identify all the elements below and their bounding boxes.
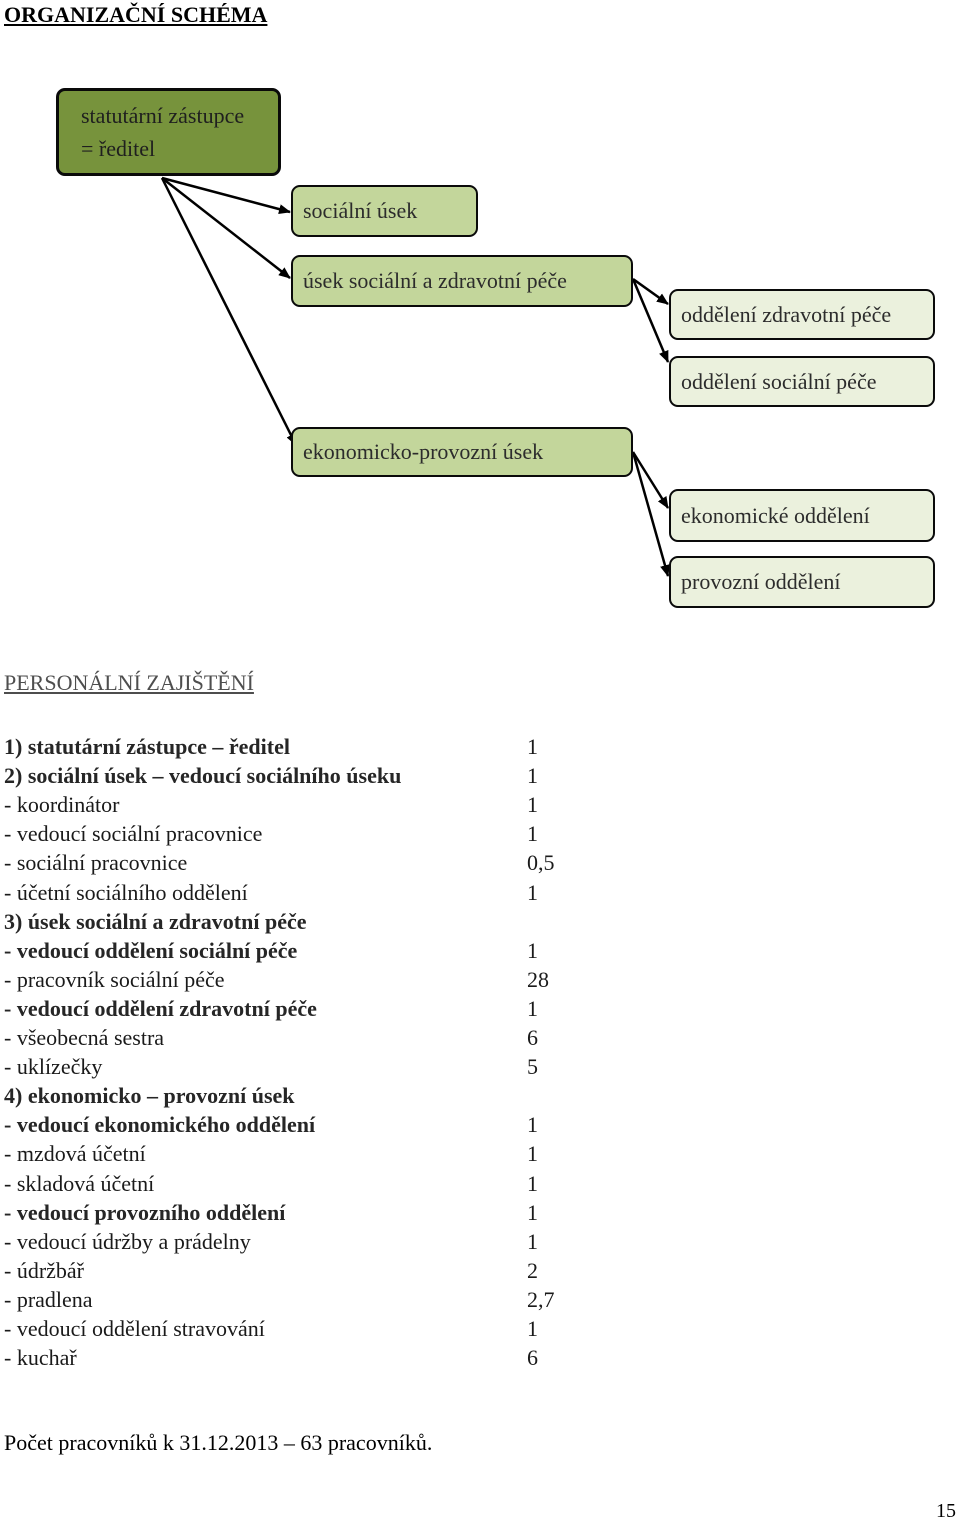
staff-count: 6 — [527, 1025, 538, 1050]
staff-count: 28 — [527, 966, 549, 992]
staff-role: - vedoucí oddělení sociální péče — [4, 937, 298, 963]
econ-dept-label: ekonomické oddělení — [681, 502, 870, 528]
staff-row — [4, 994, 604, 1023]
staff-role: - vedoucí oddělení stravování — [4, 1316, 265, 1341]
staff-row — [4, 1227, 604, 1256]
staff-row — [4, 732, 604, 761]
staff-count: 6 — [527, 1345, 538, 1371]
staff-role: - vedoucí provozního oddělení — [4, 1199, 286, 1225]
staff-role: 2) sociální úsek – vedoucí sociálního úseku — [4, 763, 402, 789]
social-dept-box — [669, 356, 935, 407]
arrow-root-to-econ — [162, 178, 296, 445]
staff-role: - skladová účetní — [4, 1170, 155, 1196]
staff-count: 1 — [527, 821, 538, 847]
staff-count: 5 — [527, 1054, 538, 1080]
ops-dept-label: provozní oddělení — [681, 569, 841, 594]
staff-role: - pradlena — [4, 1286, 93, 1312]
staff-count: 1 — [527, 734, 538, 759]
econ-dept-box — [669, 489, 935, 542]
staff-count: 1 — [527, 1170, 538, 1196]
staff-role: - koordinátor — [4, 792, 120, 818]
staff-row — [4, 1198, 604, 1227]
staff-role: - pracovník sociální péče — [4, 966, 225, 992]
staff-count: 0,5 — [527, 850, 555, 876]
staff-role: 3) úsek sociální a zdravotní péče — [4, 908, 307, 934]
arrow-root-to-social — [162, 178, 290, 212]
care-section-label: úsek sociální a zdravotní péče — [303, 268, 567, 293]
staff-row — [4, 1314, 604, 1343]
staff-role: - sociální pracovnice — [4, 850, 188, 876]
staff-row — [4, 848, 604, 877]
staff-row — [4, 878, 604, 907]
staff-role: 1) statutární zástupce – ředitel — [4, 734, 290, 759]
econ-section-box — [291, 427, 633, 477]
staff-row — [4, 761, 604, 790]
arrow-econ-to-opsdept — [633, 452, 668, 576]
social-section-box — [291, 185, 478, 237]
arrow-econ-to-econdept — [633, 452, 668, 508]
staff-role: - vedoucí oddělení zdravotní péče — [4, 995, 317, 1021]
staff-role: - účetní sociálního oddělení — [4, 879, 248, 905]
staff-row — [4, 1256, 604, 1285]
staff-row — [4, 1081, 604, 1110]
staff-count: 1 — [527, 937, 538, 963]
staff-role: - vedoucí ekonomického oddělení — [4, 1112, 316, 1138]
staff-role: - vedoucí sociální pracovnice — [4, 821, 263, 847]
staff-row — [4, 965, 604, 994]
staff-count: 1 — [527, 1316, 538, 1341]
staff-row — [4, 907, 604, 936]
staff-row — [4, 1110, 604, 1139]
staff-row — [4, 1023, 604, 1052]
staff-row — [4, 1139, 604, 1168]
employee-count-note: Počet pracovníků k 31.12.2013 – 63 pracovníků. — [4, 1430, 433, 1455]
staff-row — [4, 790, 604, 819]
care-section-box — [291, 255, 633, 307]
staff-count: 1 — [527, 1141, 538, 1167]
staff-count: 2 — [527, 1257, 538, 1283]
director-line-2: = ředitel — [81, 136, 156, 161]
staff-row — [4, 1343, 604, 1372]
health-dept-label: oddělení zdravotní péče — [681, 301, 892, 327]
staff-row — [4, 1285, 604, 1314]
staff-count: 1 — [527, 995, 538, 1021]
staff-role: - vedoucí údržby a prádelny — [4, 1228, 251, 1254]
staff-count: 1 — [527, 879, 538, 905]
social-section-label: sociální úsek — [303, 198, 418, 223]
staff-row — [4, 1052, 604, 1081]
staff-count: 2,7 — [527, 1286, 555, 1312]
director-box — [56, 88, 281, 176]
staffing-heading: PERSONÁLNÍ ZAJIŠTĚNÍ — [4, 670, 254, 695]
staff-row — [4, 936, 604, 965]
staff-role: - mzdová účetní — [4, 1141, 146, 1167]
page-number: 15 — [936, 1500, 956, 1522]
staff-count: 1 — [527, 1199, 538, 1225]
staff-role: - údržbář — [4, 1257, 85, 1283]
ops-dept-box — [669, 556, 935, 608]
social-dept-label: oddělení sociální péče — [681, 368, 877, 394]
health-dept-box — [669, 289, 935, 340]
econ-section-label: ekonomicko-provozní úsek — [303, 439, 544, 464]
org-chart-heading: ORGANIZAČNÍ SCHÉMA — [4, 2, 268, 27]
staff-count: 1 — [527, 1112, 538, 1138]
staff-row — [4, 1169, 604, 1198]
staff-role: - uklízečky — [4, 1054, 103, 1080]
staff-count: 1 — [527, 792, 538, 818]
staff-count: 1 — [527, 1228, 538, 1254]
staff-count: 1 — [527, 763, 538, 789]
arrow-root-to-care — [162, 178, 290, 278]
staff-role: 4) ekonomicko – provozní úsek — [4, 1083, 295, 1109]
staff-role: - kuchař — [4, 1345, 77, 1371]
director-line-1: statutární zástupce — [81, 103, 245, 128]
staff-role: - všeobecná sestra — [4, 1025, 165, 1050]
staff-row — [4, 819, 604, 848]
